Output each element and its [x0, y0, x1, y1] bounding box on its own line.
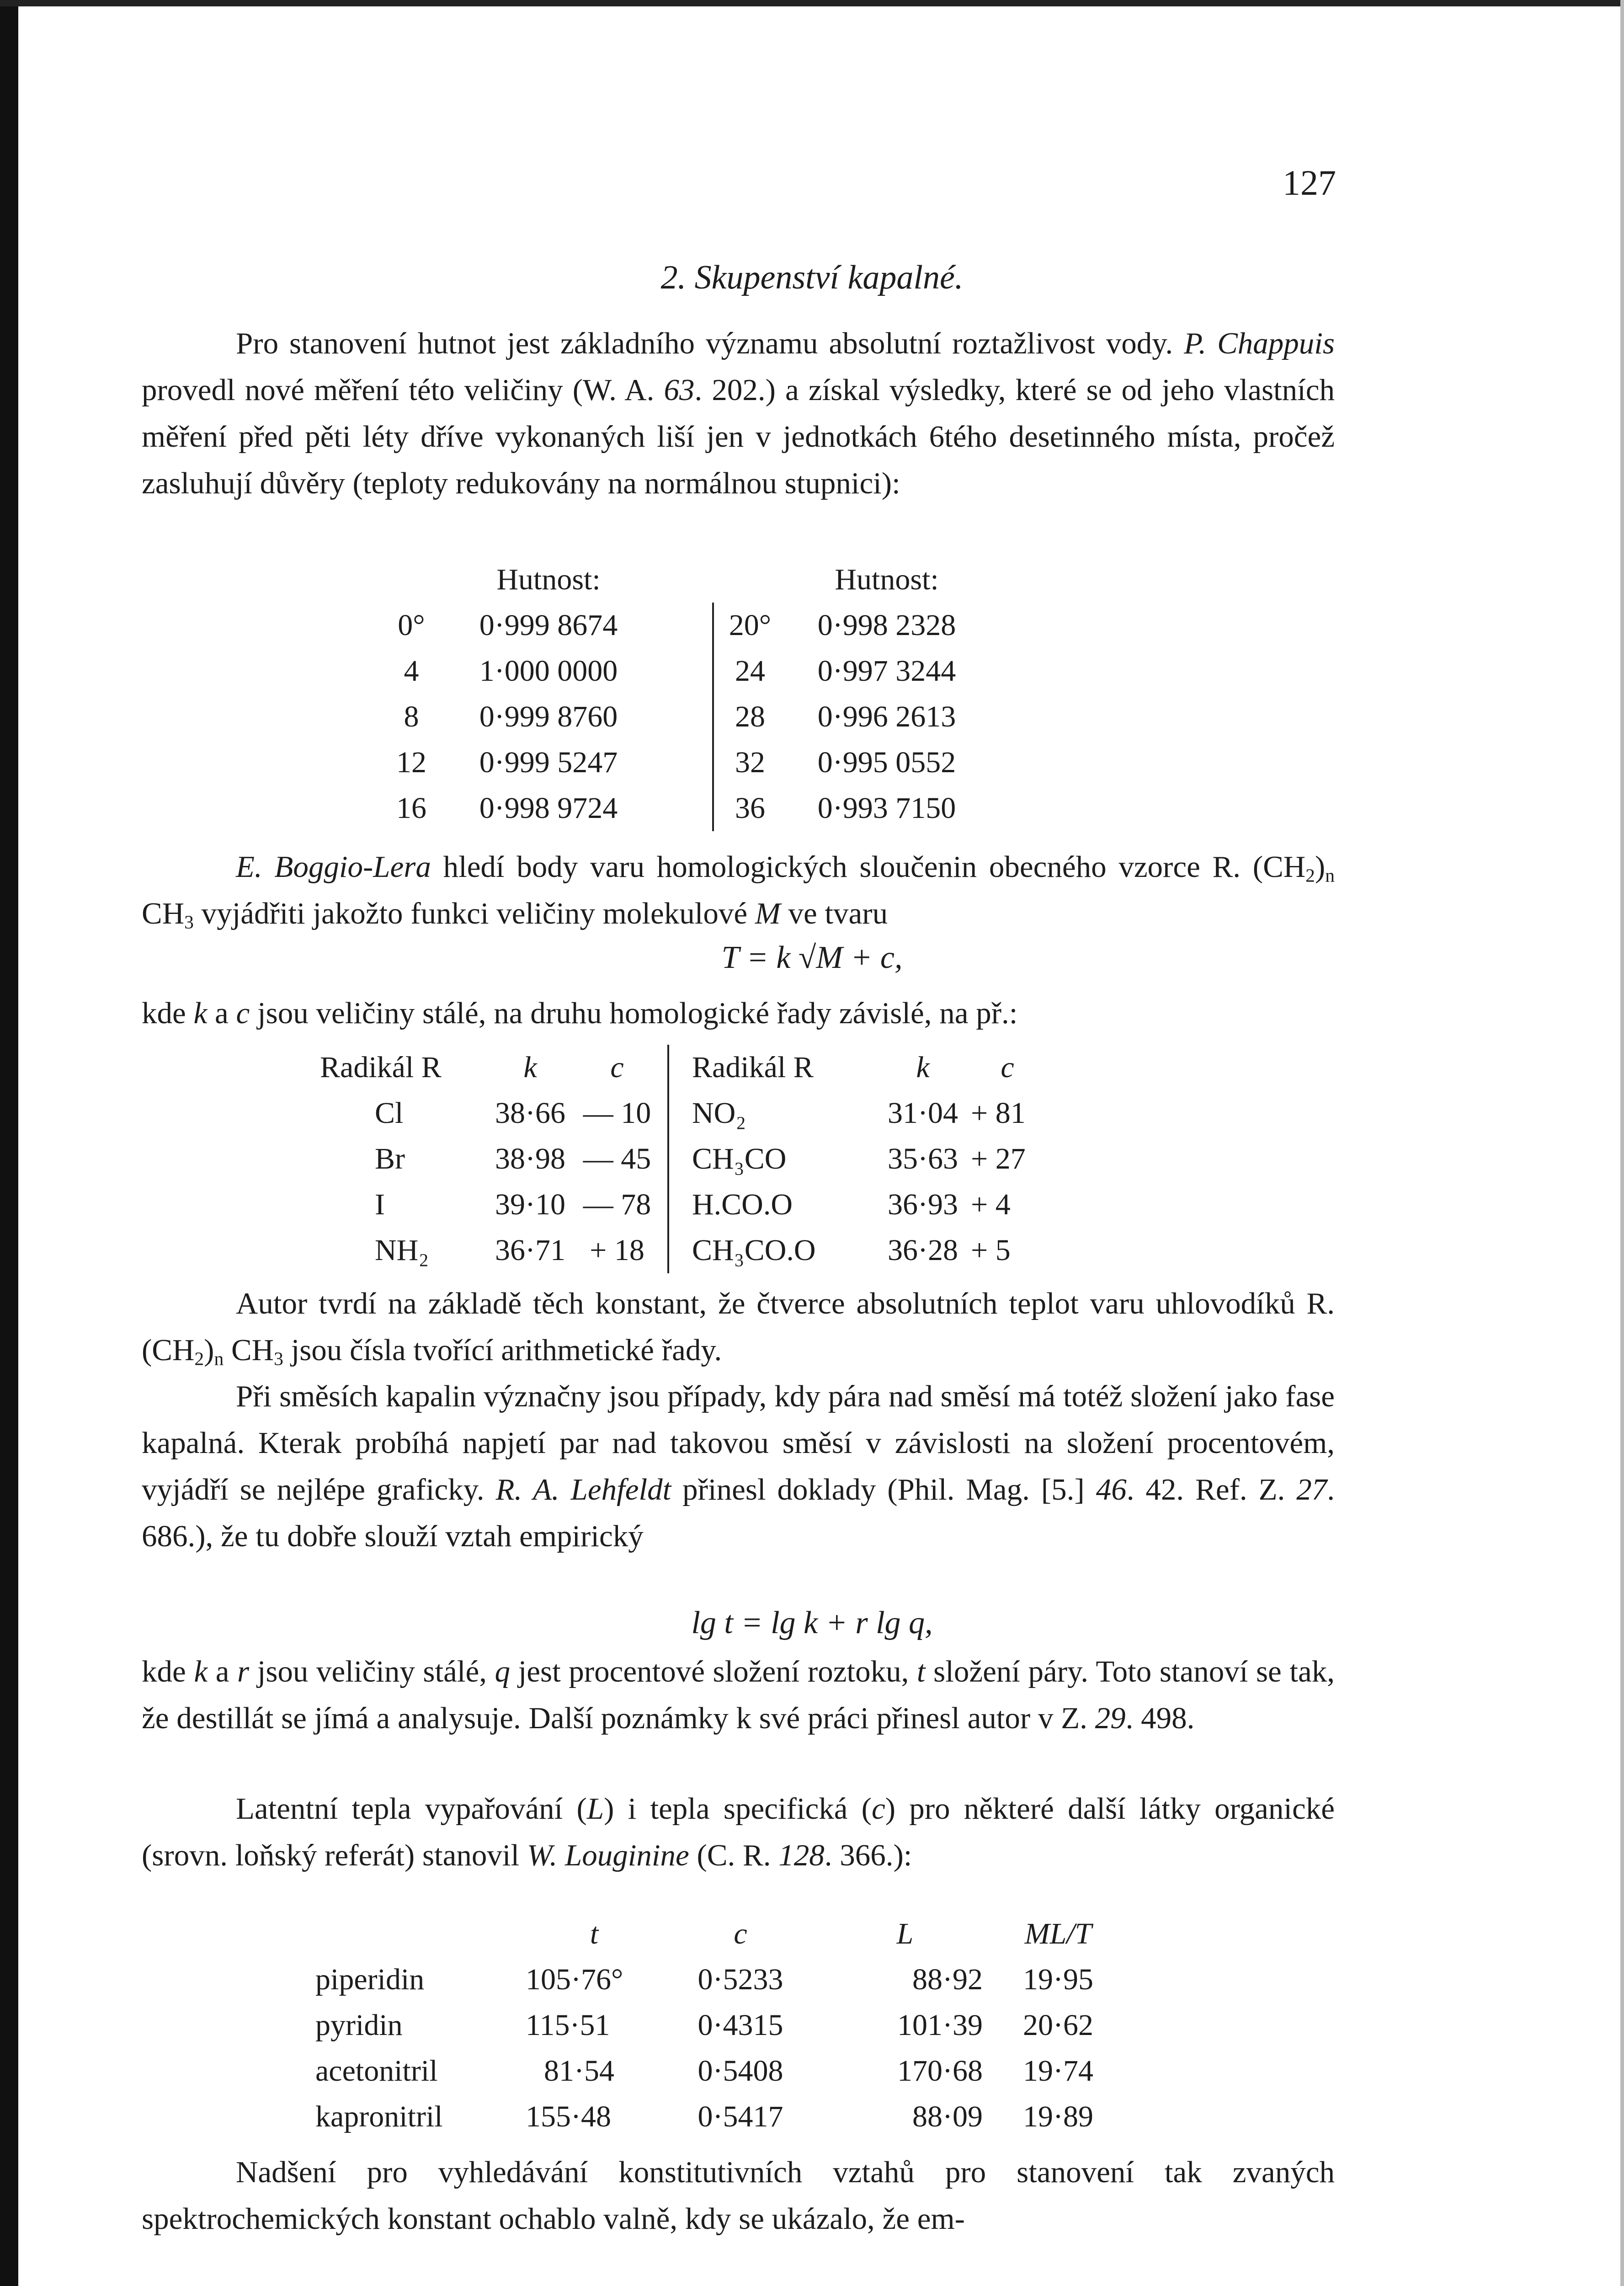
paragraph-constants: kde k a c jsou veličiny stálé, na druhu homologické řady závislé, na př.:	[142, 996, 1018, 1030]
mlt-cell: 20·62	[1023, 2008, 1093, 2042]
k-cell: 36·71	[495, 1234, 565, 1267]
header-cell: c	[734, 1917, 747, 1950]
c-cell: — 78	[583, 1188, 651, 1221]
density-cell: 0·995 0552	[817, 746, 956, 779]
density-cell: 0·998 2328	[817, 609, 956, 642]
c-cell: 0·5417	[698, 2100, 783, 2133]
density-table	[375, 557, 987, 831]
L-cell: 170·68	[897, 2054, 983, 2088]
temp-cell: 20°	[713, 603, 786, 648]
t-cell: 81·54	[544, 2054, 614, 2088]
mlt-cell: 19·95	[1023, 1963, 1093, 1996]
density-cell: 0·993 7150	[817, 791, 956, 825]
header-cell: c	[610, 1051, 624, 1084]
radical-cell: CH₃CO	[668, 1136, 884, 1182]
header-cell: Radikál R	[320, 1051, 442, 1084]
c-cell: + 18	[590, 1234, 644, 1267]
t-cell: 115·51	[526, 2008, 610, 2042]
scan-edge-top	[0, 0, 1624, 6]
mlt-cell: 19·74	[1023, 2054, 1093, 2088]
paragraph-louginine: Latentní tepla vypařování (L) i tepla specifická (c) pro některé další látky organické (srovn. loňský referát) stanovil W. Louginine (C. R. 128. 366.):	[142, 1792, 1335, 1872]
substance-name: pyridin	[315, 2008, 403, 2042]
temp-cell: 12	[396, 746, 426, 779]
c-cell: + 5	[971, 1234, 1011, 1267]
scan-edge-left	[0, 0, 18, 2286]
author-chappuis: P. Chappuis	[1184, 326, 1335, 360]
density-cell: 0·999 8674	[479, 609, 618, 642]
formula-empirical: lg t = lg k + r lg q,	[691, 1605, 933, 1640]
author-louginine: W. Louginine	[527, 1838, 689, 1872]
latent-heat-table	[315, 1911, 1115, 2140]
L-cell: 101·39	[897, 2008, 983, 2042]
c-cell: — 10	[583, 1096, 651, 1130]
page-number: 127	[1283, 163, 1336, 203]
density-cell: 0·996 2613	[817, 700, 956, 733]
header-cell: k	[916, 1051, 930, 1084]
radical-cell: NO₂	[668, 1090, 884, 1136]
k-cell: 31·04	[888, 1096, 958, 1130]
radical-cell: CH₃CO.O	[668, 1228, 884, 1273]
radical-cell: NH₂	[375, 1234, 429, 1267]
header-cell: Radikál R	[668, 1045, 884, 1090]
paragraph-author-claims: Autor tvrdí na základě těch konstant, že čtverce absolutních teplot varu uhlovodíků R. $(CH_2)_n$ $CH_3$ jsou čísla tvořící arithmetické řady.	[142, 1287, 1335, 1369]
temp-cell: 4	[404, 654, 419, 688]
temp-cell: 8	[404, 700, 419, 733]
c-cell: + 4	[971, 1188, 1011, 1221]
temp-cell: 24	[713, 648, 786, 694]
t-cell: 105·76°	[526, 1963, 623, 1996]
t-cell: 155·48	[526, 2100, 611, 2133]
c-cell: 0·4315	[698, 2008, 783, 2042]
mlt-cell: 19·89	[1023, 2100, 1093, 2133]
paragraph-variables: kde k a r jsou veličiny stálé, q jest procentové složení roztoku, t složení páry. Toto stanoví se tak, že destillát se jímá a analysuje. Další poznámky k své práci přinesl autor v Z. 29. 498.	[142, 1655, 1335, 1735]
header-cell: k	[523, 1051, 537, 1084]
radical-table	[320, 1045, 1053, 1273]
k-cell: 38·66	[495, 1096, 565, 1130]
paragraph-spectrochemical: Nadšení pro vyhledávání konstitutivních vztahů pro stanovení tak zvaných spektrochemických konstant ochablo valně, kdy se ukázalo, že em-	[142, 2155, 1335, 2236]
temp-cell: 0°	[398, 609, 425, 642]
substance-name: piperidin	[315, 1963, 425, 1996]
author-boggio-lera: E. Boggio-Lera	[236, 850, 431, 884]
header-cell: t	[590, 1917, 599, 1950]
c-cell: + 27	[971, 1142, 1026, 1175]
k-cell: 39·10	[495, 1188, 565, 1221]
temp-cell: 32	[713, 740, 786, 785]
radical-cell: I	[375, 1188, 385, 1221]
density-cell: 0·998 9724	[479, 791, 618, 825]
radical-cell: H.CO.O	[668, 1182, 884, 1228]
density-cell: 1·000 0000	[479, 654, 618, 688]
author-lehfeldt: R. A. Lehfeldt	[495, 1473, 671, 1506]
paragraph-boggio-lera: E. Boggio-Lera hledí body varu homologických sloučenin obecného vzorce R. $(CH_2)_n$ $CH_3$ vyjádřiti jakožto funkci veličiny molekulové M ve tvaru	[142, 850, 1335, 933]
paragraph-chappuis: Pro stanovení hutnot jest základního významu absolutní roztažlivost vody. P. Chappuis provedl nové měření této veličiny (W. A. 63. 202.) a získal výsledky, které se od jeho vlastních měření před pěti léty dříve vykonaných liší jen v jednotkách 6tého desetinného místa, pročež zasluhují důvěry (teploty redukovány na normálnou stupnici):	[142, 326, 1335, 500]
density-cell: 0·999 5247	[479, 746, 618, 779]
header-cell: c	[1001, 1051, 1014, 1084]
k-cell: 36·93	[888, 1188, 958, 1221]
formula-boiling-point: T = k √M + c,	[721, 940, 903, 975]
section-heading: 2. Skupenství kapalné.	[660, 259, 964, 296]
c-cell: 0·5408	[698, 2054, 783, 2088]
temp-cell: 36	[713, 785, 786, 831]
paragraph-lehfeldt: Při směsích kapalin význačny jsou případy, kdy pára nad směsí má totéž složení jako fase kapalná. Kterak probíhá napjetí par nad takovou směsí v závislosti na složení procentovém, vyjádří se nejlépe graficky. R. A. Lehfeldt přinesl doklady (Phil. Mag. [5.] 46. 42. Ref. Z. 27. 686.), že tu dobře slouží vztah empirický	[142, 1379, 1335, 1553]
k-cell: 38·98	[495, 1142, 565, 1175]
L-cell: 88·92	[912, 1963, 983, 1996]
density-header-right: Hutnost:	[835, 563, 939, 596]
k-cell: 36·28	[888, 1234, 958, 1267]
c-cell: — 45	[583, 1142, 651, 1175]
scan-edge-right	[1620, 0, 1624, 2286]
header-cell: L	[896, 1917, 914, 1950]
density-cell: 0·997 3244	[817, 654, 956, 688]
c-cell: 0·5233	[698, 1963, 783, 1996]
c-cell: + 81	[971, 1096, 1026, 1130]
temp-cell: 28	[713, 694, 786, 740]
radical-cell: Cl	[375, 1096, 404, 1130]
radical-cell: Br	[375, 1142, 405, 1175]
substance-name: acetonitril	[315, 2054, 438, 2088]
substance-name: kapronitril	[315, 2100, 443, 2133]
density-cell: 0·999 8760	[479, 700, 618, 733]
header-cell: ML/T	[1024, 1917, 1092, 1950]
k-cell: 35·63	[888, 1142, 958, 1175]
density-header-left: Hutnost:	[496, 563, 601, 596]
L-cell: 88·09	[912, 2100, 983, 2133]
temp-cell: 16	[396, 791, 426, 825]
